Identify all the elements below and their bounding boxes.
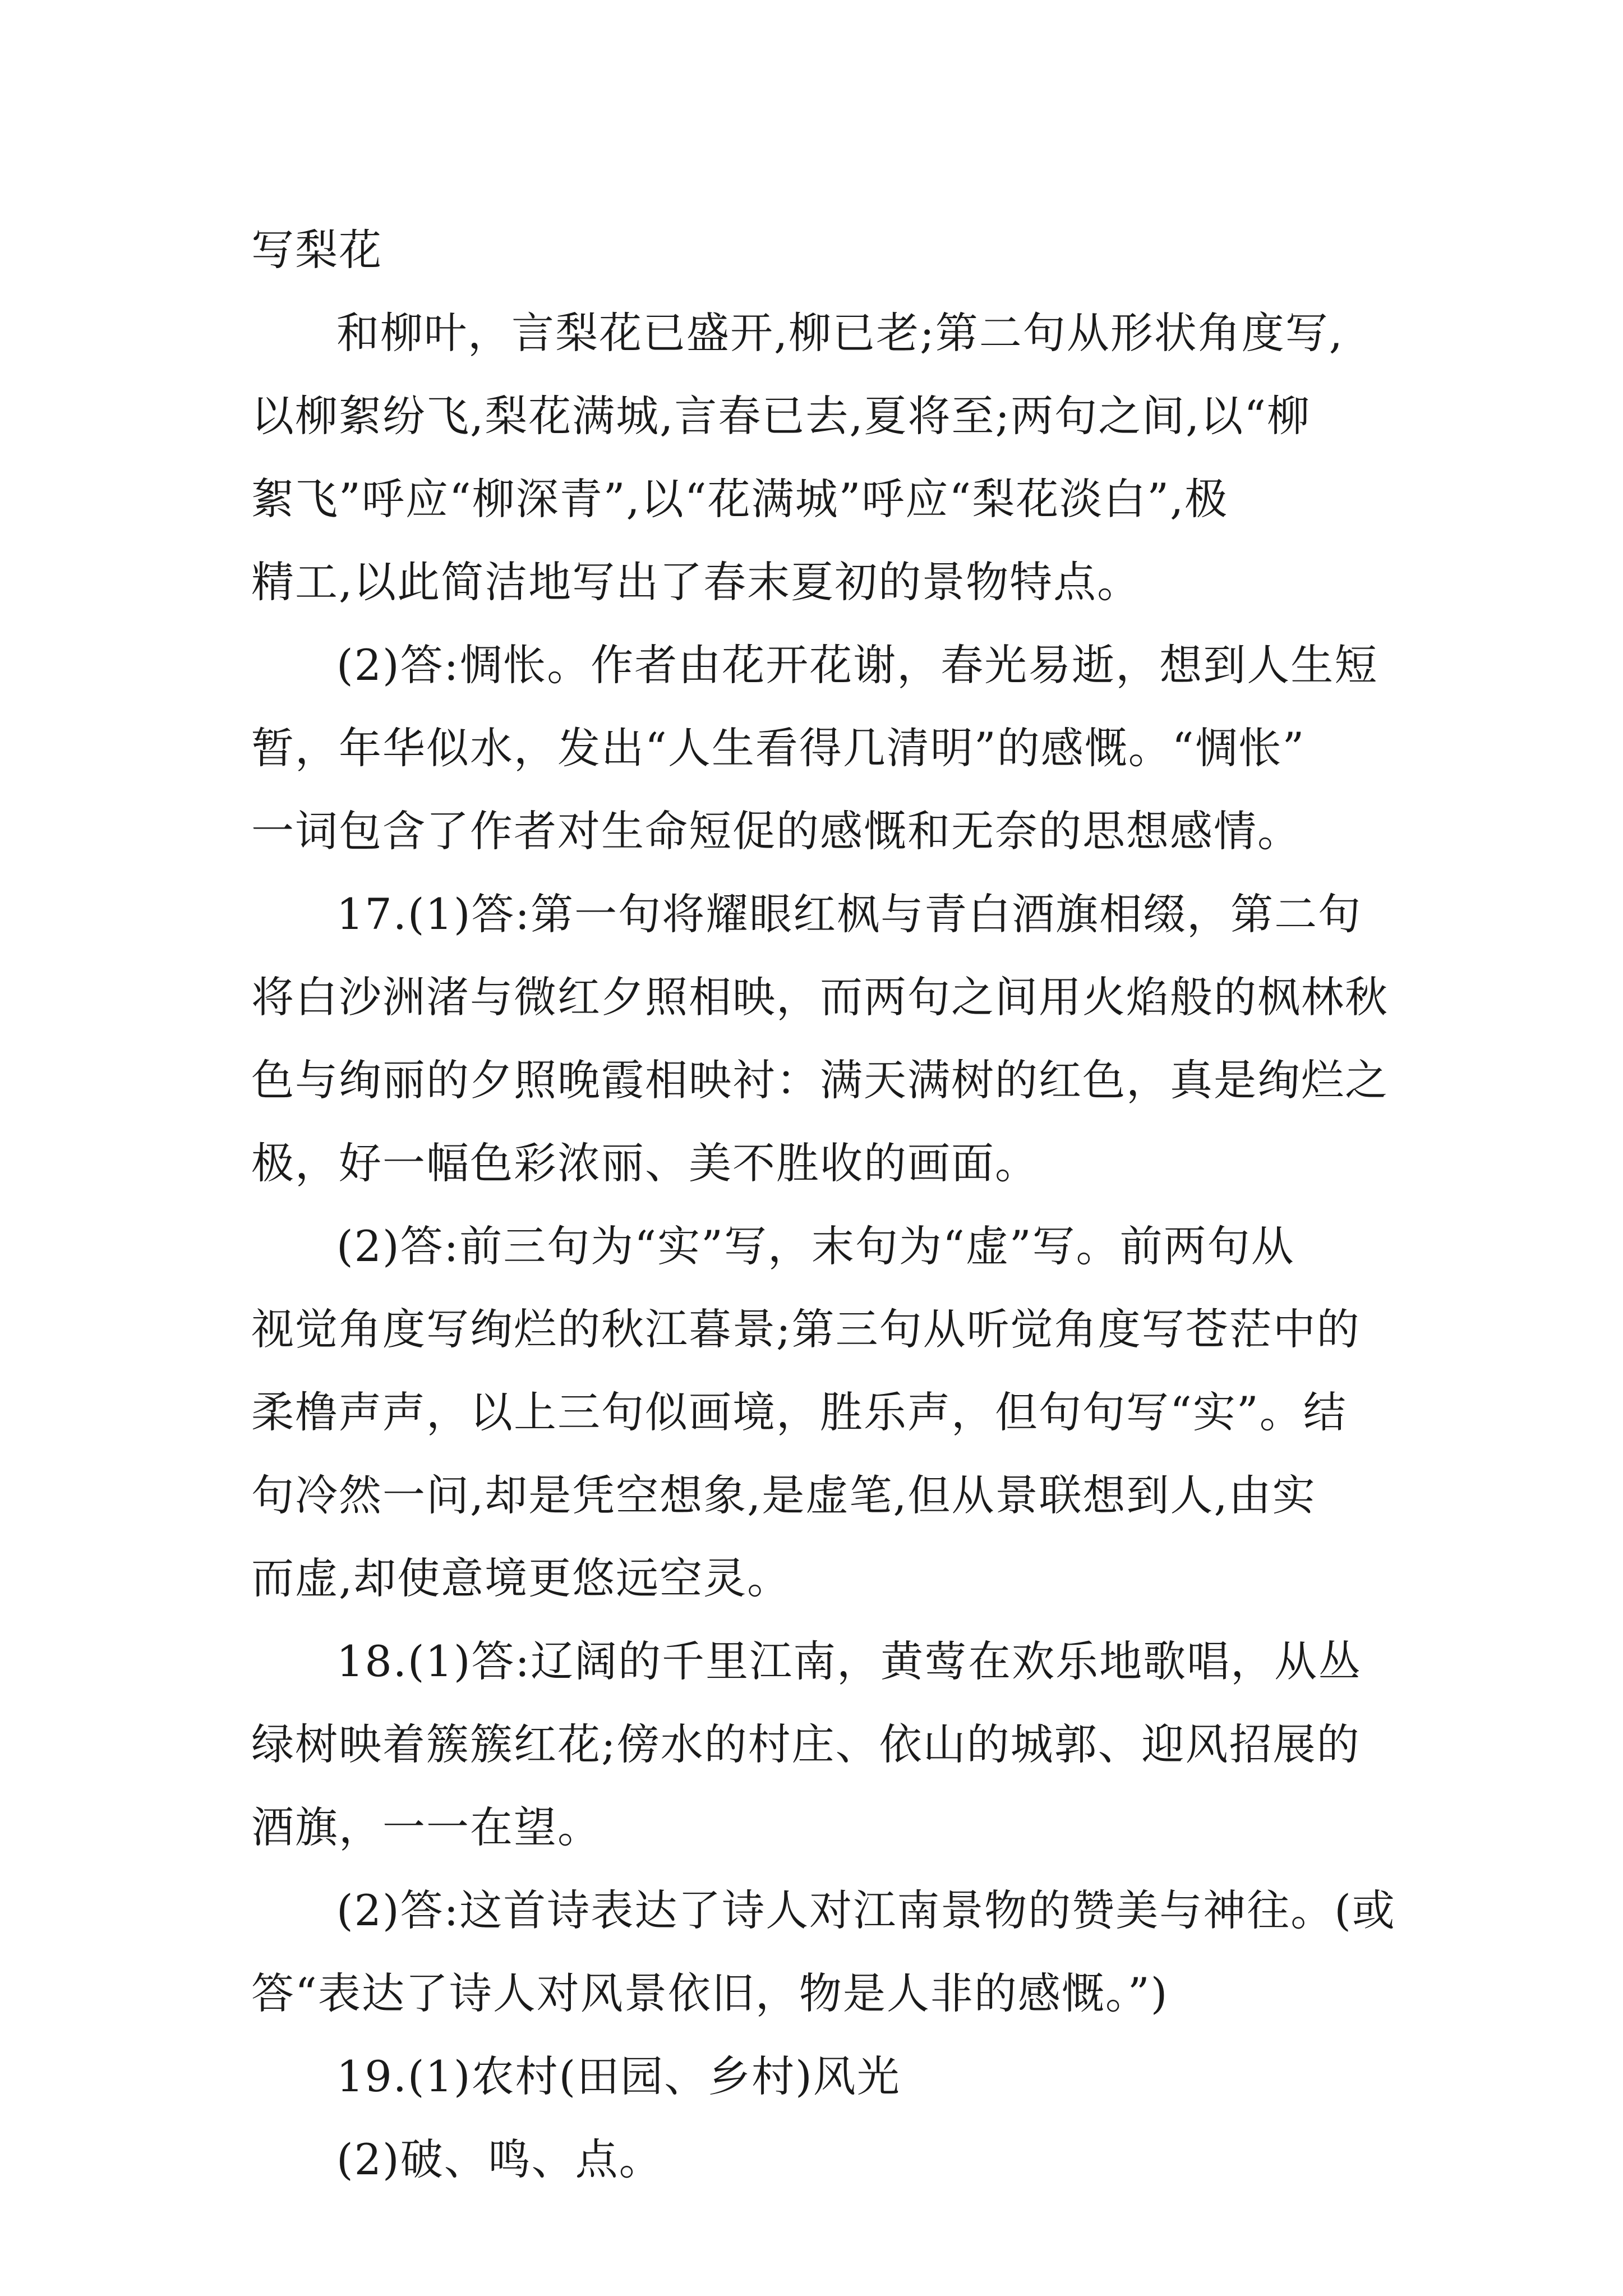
text-line: 极，好一幅色彩浓丽、美不胜收的画面。 [251, 1138, 1039, 1188]
text-line: 而虚,却使意境更悠远空灵。 [251, 1553, 791, 1603]
text-line: (2)破、鸣、点。 [336, 2134, 663, 2184]
text-line: (2)答:这首诗表达了诗人对江南景物的赞美与神往。(或 [336, 1885, 1396, 1935]
text-line: 视觉角度写绚烂的秋江暮景;第三句从听觉角度写苍茫中的 [251, 1304, 1361, 1354]
text-line: 一词包含了作者对生命短促的感慨和无奈的思想感情。 [251, 806, 1301, 856]
text-line: (2)答:惆怅。作者由花开花谢，春光易逝，想到人生短 [336, 640, 1378, 690]
text-line: 柔橹声声，以上三句似画境，胜乐声，但句句写“实”。结 [251, 1387, 1347, 1437]
text-line: 酒旗，一一在望。 [251, 1802, 601, 1852]
text-line: 18.(1)答:辽阔的千里江南，黄莺在欢乐地歌唱，从丛 [336, 1636, 1362, 1686]
text-line: 色与绚丽的夕照晚霞相映衬：满天满树的红色，真是绚烂之 [251, 1055, 1389, 1105]
text-line: (2)答:前三句为“实”写，末句为“虚”写。前两句从 [336, 1221, 1295, 1271]
text-line: 絮飞”呼应“柳深青”,以“花满城”呼应“梨花淡白”,极 [251, 474, 1229, 524]
text-line: 17.(1)答:第一句将耀眼红枫与青白酒旗相缀，第二句 [336, 889, 1362, 939]
text-line: 以柳絮纷飞,梨花满城,言春已去,夏将至;两句之间,以“柳 [251, 391, 1311, 441]
document-body [251, 209, 1396, 2201]
text-line: 暂，年华似水，发出“人生看得几清明”的感慨。“惆怅” [251, 723, 1306, 773]
text-line: 19.(1)农村(田园、乡村)风光 [336, 2051, 901, 2101]
text-line: 句冷然一问,却是凭空想象,是虚笔,但从景联想到人,由实 [251, 1470, 1316, 1520]
text-line: 精工,以此简洁地写出了春末夏初的景物特点。 [251, 557, 1141, 607]
text-line: 将白沙洲渚与微红夕照相映，而两句之间用火焰般的枫林秋 [251, 972, 1389, 1022]
text-line: 答“表达了诗人对风景依旧，物是人非的感慨。”) [251, 1968, 1169, 2018]
text-line: 和柳叶，言梨花已盛开,柳已老;第二句从形状角度写, [336, 308, 1344, 358]
text-line: 绿树映着簇簇红花;傍水的村庄、依山的城郭、迎风招展的 [251, 1719, 1361, 1769]
text-line: 写梨花 [251, 225, 382, 275]
